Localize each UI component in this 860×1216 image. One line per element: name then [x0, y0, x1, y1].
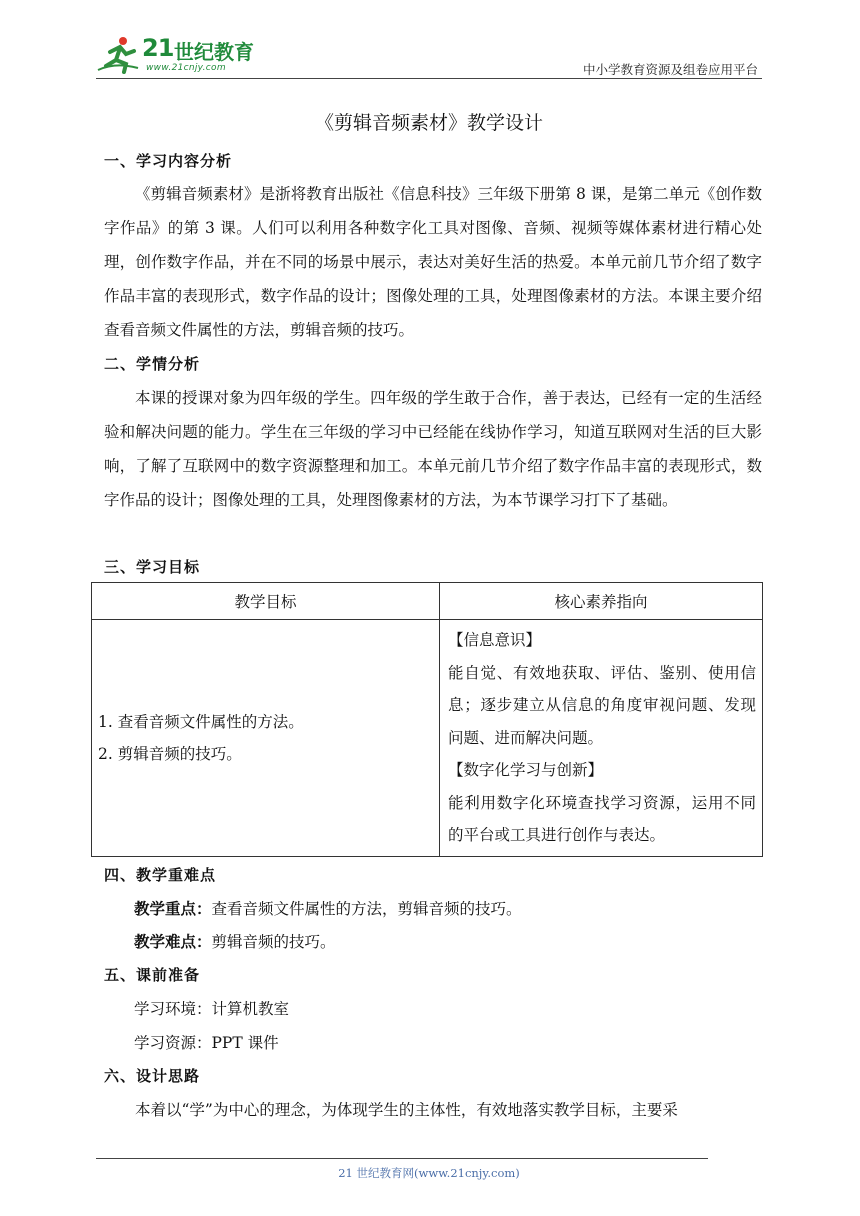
literacy-title: 【数字化学习与创新】 [448, 761, 604, 779]
section-heading-learning-goals: 三、学习目标 [104, 558, 201, 576]
header-platform-name: 中小学教育资源及组卷应用平台 [582, 62, 758, 77]
learning-resources: 学习资源：PPT 课件 [134, 1034, 279, 1052]
footer-link[interactable]: 21 世纪教育网(www.21cnjy.com) [338, 1166, 520, 1180]
document-title: 《剪辑音频素材》教学设计 [314, 112, 543, 134]
key-point-label: 教学重点： [134, 900, 212, 918]
difficulty-line [134, 930, 336, 952]
section-heading-design-idea: 六、设计思路 [104, 1067, 201, 1085]
footer-divider [96, 1158, 708, 1159]
site-logo [96, 34, 266, 74]
table-header-goals: 教学目标 [92, 583, 440, 620]
page-header [96, 30, 762, 80]
header-divider [96, 78, 762, 79]
goal-item: 2. 剪辑音频的技巧。 [98, 744, 242, 763]
goals-cell [92, 620, 440, 857]
design-idea-paragraph: 本着以“学”为中心的理念，为体现学生的主体性，有效地落实教学目标，主要采 [135, 1101, 678, 1119]
learning-goals-table [91, 582, 763, 857]
section-heading-key-points: 四、教学重难点 [104, 866, 217, 884]
literacy-title: 【信息意识】 [448, 631, 542, 649]
table-header-literacy: 核心素养指向 [440, 583, 763, 620]
difficulty-text: 剪辑音频的技巧。 [211, 933, 336, 951]
logo-url: www.21cnjy.com [146, 63, 226, 73]
difficulty-label: 教学难点： [134, 933, 212, 951]
learner-analysis-paragraph: 本课的授课对象为四年级的学生。四年级的学生敢于合作，善于表达，已经有一定的生活经验和解决问题的能力。学生在三年级的学习中已经能在线协作学习，知道互联网对生活的巨大影响，了解了互联网中的数字资源整理和加工。本单元前几节介绍了数字作品丰富的表现形式，数字作品的设计；图像处理的工具，处理图像素材的方法，为本节课学习打下了基础。 [104, 389, 762, 509]
content-analysis-paragraph: 《剪辑音频素材》是浙将教育出版社《信息科技》三年级下册第 8 课，是第二单元《创作数字作品》的第 3 课。人们可以利用各种数字化工具对图像、音频、视频等媒体素材进行精心处理，创作数字作品，并在不同的场景中展示，表达对美好生活的热爱。本单元前几节介绍了数字作品丰富的表现形式，数字作品的设计；图像处理的工具，处理图像素材的方法。本课主要介绍查看音频文件属性的方法，剪辑音频的技巧。 [104, 185, 762, 339]
key-point-text: 查看音频文件属性的方法，剪辑音频的技巧。 [211, 900, 522, 918]
literacy-cell [440, 620, 763, 857]
logo-number: 21 [142, 34, 174, 62]
runner-logo-icon [96, 34, 140, 74]
literacy-description: 能利用数字化环境查找学习资源，运用不同的平台或工具进行创作与表达。 [448, 793, 756, 844]
table-header-row [92, 583, 763, 620]
logo-text: 世纪教育 [174, 40, 254, 64]
learning-environment: 学习环境：计算机教室 [134, 1000, 290, 1018]
key-point-line [134, 897, 522, 919]
literacy-description: 能自觉、有效地获取、评估、鉴别、使用信息；逐步建立从信息的角度审视问题、发现问题、进而解决问题。 [448, 663, 756, 747]
section-heading-learner-analysis: 二、学情分析 [104, 355, 201, 373]
table-row [92, 620, 763, 857]
section-heading-preparation: 五、课前准备 [104, 966, 201, 984]
section-heading-content-analysis: 一、学习内容分析 [104, 152, 233, 170]
goal-item: 1. 查看音频文件属性的方法。 [98, 712, 304, 731]
